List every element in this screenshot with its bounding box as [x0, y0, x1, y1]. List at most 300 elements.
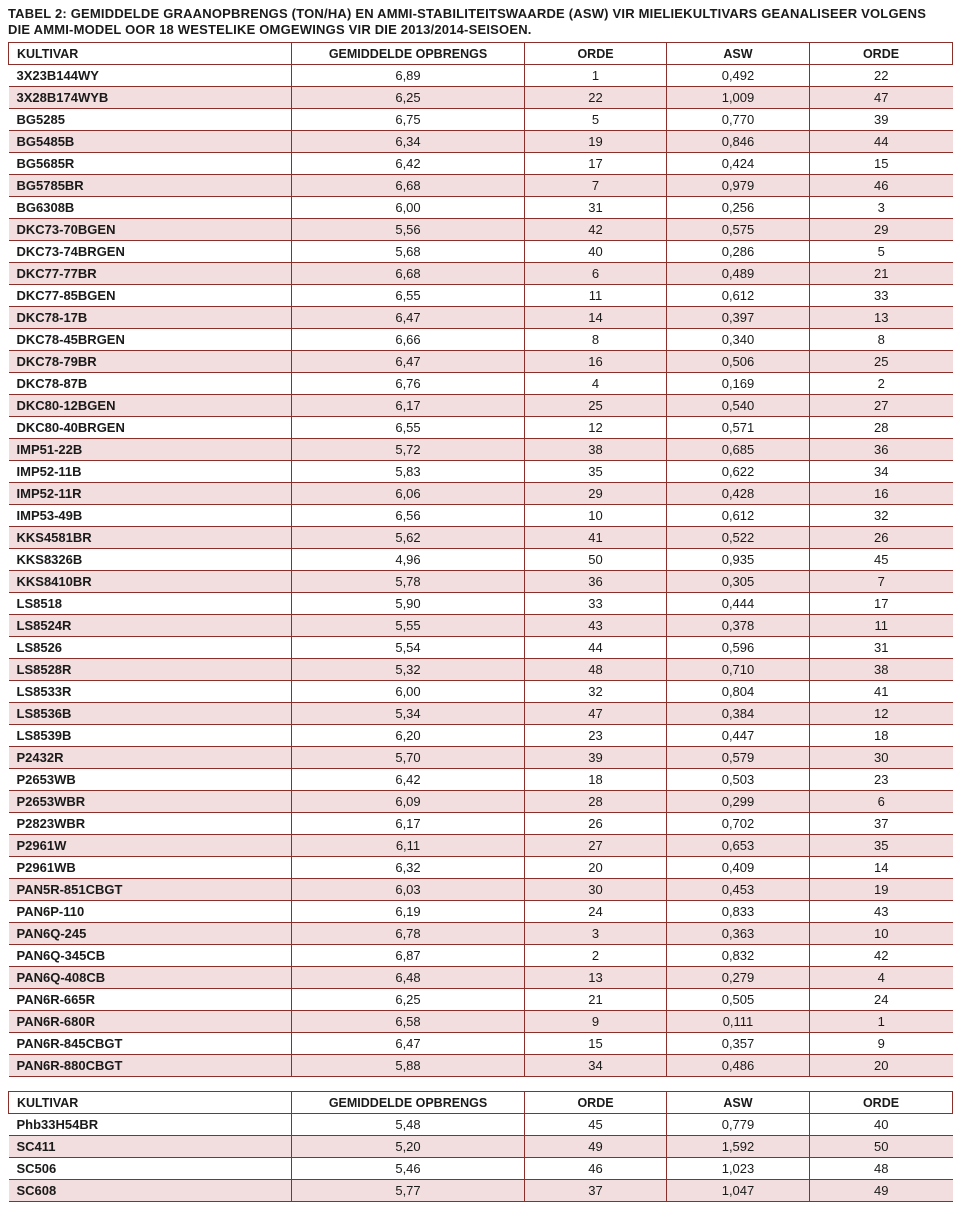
cell-gemiddelde-opbrengs: 6,87 [292, 945, 525, 967]
cell-orde-opbrengs: 30 [525, 879, 667, 901]
cell-orde-asw: 20 [810, 1055, 953, 1077]
cell-kultivar: PAN6Q-345CB [9, 945, 292, 967]
cell-asw: 0,489 [667, 263, 810, 285]
cell-asw: 0,770 [667, 109, 810, 131]
cell-orde-asw: 32 [810, 505, 953, 527]
cell-kultivar: BG6308B [9, 197, 292, 219]
cell-asw: 0,935 [667, 549, 810, 571]
cell-gemiddelde-opbrengs: 6,55 [292, 285, 525, 307]
cell-kultivar: PAN5R-851CBGT [9, 879, 292, 901]
cell-orde-asw: 24 [810, 989, 953, 1011]
table-body-secondary [9, 1114, 953, 1202]
table-row [9, 505, 953, 527]
cell-kultivar: BG5785BR [9, 175, 292, 197]
table-row [9, 197, 953, 219]
cell-gemiddelde-opbrengs: 6,17 [292, 813, 525, 835]
table-row [9, 1011, 953, 1033]
cell-orde-opbrengs: 41 [525, 527, 667, 549]
cell-orde-opbrengs: 39 [525, 747, 667, 769]
cell-gemiddelde-opbrengs: 6,42 [292, 153, 525, 175]
cell-asw: 1,009 [667, 87, 810, 109]
header-orde-asw: ORDE [810, 43, 953, 65]
cell-orde-opbrengs: 5 [525, 109, 667, 131]
table-row [9, 131, 953, 153]
table-row [9, 967, 953, 989]
cell-orde-asw: 31 [810, 637, 953, 659]
header-asw: ASW [667, 1092, 810, 1114]
table-row [9, 857, 953, 879]
cell-orde-asw: 30 [810, 747, 953, 769]
cell-kultivar: DKC78-45BRGEN [9, 329, 292, 351]
cell-asw: 0,685 [667, 439, 810, 461]
cell-orde-opbrengs: 9 [525, 1011, 667, 1033]
cell-orde-asw: 47 [810, 87, 953, 109]
cell-orde-opbrengs: 15 [525, 1033, 667, 1055]
cell-orde-asw: 46 [810, 175, 953, 197]
cell-kultivar: LS8539B [9, 725, 292, 747]
cell-kultivar: KKS8326B [9, 549, 292, 571]
cell-gemiddelde-opbrengs: 5,32 [292, 659, 525, 681]
cell-asw: 0,397 [667, 307, 810, 329]
cell-kultivar: BG5485B [9, 131, 292, 153]
cell-gemiddelde-opbrengs: 6,76 [292, 373, 525, 395]
cell-gemiddelde-opbrengs: 6,47 [292, 351, 525, 373]
cell-asw: 0,409 [667, 857, 810, 879]
cell-orde-opbrengs: 44 [525, 637, 667, 659]
cell-kultivar: PAN6R-680R [9, 1011, 292, 1033]
table-row [9, 1136, 953, 1158]
cell-kultivar: LS8533R [9, 681, 292, 703]
cell-orde-asw: 23 [810, 769, 953, 791]
cell-orde-opbrengs: 17 [525, 153, 667, 175]
cell-orde-asw: 12 [810, 703, 953, 725]
cell-orde-opbrengs: 40 [525, 241, 667, 263]
cell-orde-opbrengs: 19 [525, 131, 667, 153]
table-row [9, 109, 953, 131]
cell-orde-opbrengs: 38 [525, 439, 667, 461]
cell-asw: 0,540 [667, 395, 810, 417]
cell-gemiddelde-opbrengs: 5,54 [292, 637, 525, 659]
cell-gemiddelde-opbrengs: 5,20 [292, 1136, 525, 1158]
cell-orde-asw: 4 [810, 967, 953, 989]
table-row [9, 835, 953, 857]
cell-kultivar: PAN6Q-408CB [9, 967, 292, 989]
cell-asw: 0,622 [667, 461, 810, 483]
table-row [9, 549, 953, 571]
table-row [9, 901, 953, 923]
cell-asw: 0,653 [667, 835, 810, 857]
cell-orde-asw: 43 [810, 901, 953, 923]
cell-asw: 0,710 [667, 659, 810, 681]
cell-orde-opbrengs: 10 [525, 505, 667, 527]
cell-gemiddelde-opbrengs: 5,72 [292, 439, 525, 461]
cell-asw: 0,305 [667, 571, 810, 593]
cell-gemiddelde-opbrengs: 5,68 [292, 241, 525, 263]
cell-asw: 0,256 [667, 197, 810, 219]
cell-orde-asw: 13 [810, 307, 953, 329]
cell-kultivar: P2961WB [9, 857, 292, 879]
cell-orde-asw: 42 [810, 945, 953, 967]
cell-gemiddelde-opbrengs: 6,03 [292, 879, 525, 901]
cell-kultivar: P2961W [9, 835, 292, 857]
cell-orde-opbrengs: 34 [525, 1055, 667, 1077]
cell-orde-asw: 11 [810, 615, 953, 637]
table-row [9, 219, 953, 241]
cell-orde-asw: 48 [810, 1158, 953, 1180]
table-gap [8, 1077, 952, 1091]
cell-orde-asw: 38 [810, 659, 953, 681]
table-row [9, 1158, 953, 1180]
cell-gemiddelde-opbrengs: 5,70 [292, 747, 525, 769]
cell-asw: 0,486 [667, 1055, 810, 1077]
cell-gemiddelde-opbrengs: 6,00 [292, 681, 525, 703]
cell-kultivar: LS8536B [9, 703, 292, 725]
cell-orde-opbrengs: 48 [525, 659, 667, 681]
cell-asw: 0,579 [667, 747, 810, 769]
cell-orde-opbrengs: 32 [525, 681, 667, 703]
cell-orde-opbrengs: 3 [525, 923, 667, 945]
cell-orde-opbrengs: 47 [525, 703, 667, 725]
table-row [9, 659, 953, 681]
cell-orde-opbrengs: 26 [525, 813, 667, 835]
cell-kultivar: DKC77-77BR [9, 263, 292, 285]
cell-kultivar: P2432R [9, 747, 292, 769]
cell-orde-opbrengs: 24 [525, 901, 667, 923]
table-row [9, 593, 953, 615]
cell-orde-opbrengs: 14 [525, 307, 667, 329]
table-row [9, 813, 953, 835]
cell-orde-opbrengs: 49 [525, 1136, 667, 1158]
cell-asw: 0,832 [667, 945, 810, 967]
cell-gemiddelde-opbrengs: 6,89 [292, 65, 525, 87]
cell-kultivar: PAN6R-880CBGT [9, 1055, 292, 1077]
cell-gemiddelde-opbrengs: 6,68 [292, 263, 525, 285]
cell-gemiddelde-opbrengs: 6,48 [292, 967, 525, 989]
cell-orde-asw: 6 [810, 791, 953, 813]
cell-gemiddelde-opbrengs: 6,00 [292, 197, 525, 219]
cell-gemiddelde-opbrengs: 5,77 [292, 1180, 525, 1202]
cell-asw: 0,111 [667, 1011, 810, 1033]
cell-orde-opbrengs: 7 [525, 175, 667, 197]
cell-orde-asw: 5 [810, 241, 953, 263]
table-row [9, 329, 953, 351]
table-row [9, 439, 953, 461]
table-row [9, 1180, 953, 1202]
cell-asw: 1,023 [667, 1158, 810, 1180]
cell-asw: 0,424 [667, 153, 810, 175]
cell-asw: 0,702 [667, 813, 810, 835]
cell-orde-asw: 36 [810, 439, 953, 461]
cell-asw: 0,299 [667, 791, 810, 813]
cell-gemiddelde-opbrengs: 6,25 [292, 989, 525, 1011]
table-row [9, 769, 953, 791]
cell-kultivar: LS8526 [9, 637, 292, 659]
cell-kultivar: DKC77-85BGEN [9, 285, 292, 307]
cell-orde-asw: 44 [810, 131, 953, 153]
table-row [9, 153, 953, 175]
cell-orde-opbrengs: 22 [525, 87, 667, 109]
cell-orde-opbrengs: 12 [525, 417, 667, 439]
table-row [9, 307, 953, 329]
cell-asw: 0,505 [667, 989, 810, 1011]
cell-gemiddelde-opbrengs: 5,90 [292, 593, 525, 615]
cultivar-table-secondary [8, 1091, 953, 1202]
cell-orde-opbrengs: 2 [525, 945, 667, 967]
table-row [9, 703, 953, 725]
cell-asw: 0,503 [667, 769, 810, 791]
cell-asw: 1,592 [667, 1136, 810, 1158]
cell-asw: 0,384 [667, 703, 810, 725]
table-header [9, 43, 953, 65]
cell-kultivar: P2823WBR [9, 813, 292, 835]
cell-kultivar: IMP52-11R [9, 483, 292, 505]
cell-asw: 0,286 [667, 241, 810, 263]
table-row [9, 175, 953, 197]
cell-gemiddelde-opbrengs: 6,56 [292, 505, 525, 527]
cell-orde-asw: 39 [810, 109, 953, 131]
cell-orde-asw: 1 [810, 1011, 953, 1033]
cell-orde-opbrengs: 37 [525, 1180, 667, 1202]
cell-orde-opbrengs: 23 [525, 725, 667, 747]
cell-orde-asw: 29 [810, 219, 953, 241]
cell-asw: 0,804 [667, 681, 810, 703]
table-row [9, 945, 953, 967]
cell-kultivar: LS8524R [9, 615, 292, 637]
cell-gemiddelde-opbrengs: 5,78 [292, 571, 525, 593]
cell-kultivar: IMP53-49B [9, 505, 292, 527]
table-row [9, 285, 953, 307]
cell-gemiddelde-opbrengs: 5,62 [292, 527, 525, 549]
table-row [9, 483, 953, 505]
cell-asw: 0,279 [667, 967, 810, 989]
cell-kultivar: 3X23B144WY [9, 65, 292, 87]
cell-orde-asw: 21 [810, 263, 953, 285]
cell-asw: 0,453 [667, 879, 810, 901]
table-row [9, 527, 953, 549]
cell-orde-asw: 40 [810, 1114, 953, 1136]
table-row [9, 615, 953, 637]
cell-gemiddelde-opbrengs: 6,78 [292, 923, 525, 945]
cell-asw: 0,846 [667, 131, 810, 153]
cell-orde-asw: 7 [810, 571, 953, 593]
cell-orde-asw: 26 [810, 527, 953, 549]
table-row [9, 747, 953, 769]
header-asw: ASW [667, 43, 810, 65]
cell-kultivar: DKC78-17B [9, 307, 292, 329]
cell-orde-opbrengs: 33 [525, 593, 667, 615]
cell-gemiddelde-opbrengs: 6,66 [292, 329, 525, 351]
cell-asw: 0,596 [667, 637, 810, 659]
cell-asw: 0,357 [667, 1033, 810, 1055]
cell-kultivar: KKS8410BR [9, 571, 292, 593]
table-row [9, 351, 953, 373]
cell-orde-asw: 41 [810, 681, 953, 703]
cell-orde-opbrengs: 18 [525, 769, 667, 791]
cell-orde-opbrengs: 8 [525, 329, 667, 351]
table-row [9, 395, 953, 417]
cell-kultivar: SC608 [9, 1180, 292, 1202]
cell-kultivar: DKC78-87B [9, 373, 292, 395]
cell-gemiddelde-opbrengs: 5,34 [292, 703, 525, 725]
cell-orde-asw: 49 [810, 1180, 953, 1202]
cell-kultivar: P2653WBR [9, 791, 292, 813]
cultivar-table-main [8, 42, 953, 1077]
header-gemiddelde-opbrengs: GEMIDDELDE OPBRENGS [292, 1092, 525, 1114]
cell-kultivar: DKC73-70BGEN [9, 219, 292, 241]
cell-gemiddelde-opbrengs: 6,75 [292, 109, 525, 131]
cell-asw: 0,363 [667, 923, 810, 945]
cell-orde-opbrengs: 6 [525, 263, 667, 285]
cell-gemiddelde-opbrengs: 6,47 [292, 1033, 525, 1055]
cell-orde-asw: 25 [810, 351, 953, 373]
cell-orde-asw: 9 [810, 1033, 953, 1055]
cell-orde-opbrengs: 4 [525, 373, 667, 395]
cell-gemiddelde-opbrengs: 6,06 [292, 483, 525, 505]
cell-orde-asw: 34 [810, 461, 953, 483]
table-row [9, 1114, 953, 1136]
cell-orde-asw: 27 [810, 395, 953, 417]
cell-orde-opbrengs: 27 [525, 835, 667, 857]
cell-kultivar: IMP51-22B [9, 439, 292, 461]
cell-kultivar: DKC78-79BR [9, 351, 292, 373]
cell-orde-opbrengs: 11 [525, 285, 667, 307]
cell-orde-asw: 35 [810, 835, 953, 857]
cell-orde-opbrengs: 42 [525, 219, 667, 241]
cell-orde-asw: 50 [810, 1136, 953, 1158]
cell-kultivar: PAN6Q-245 [9, 923, 292, 945]
cell-asw: 0,979 [667, 175, 810, 197]
cell-orde-opbrengs: 16 [525, 351, 667, 373]
cell-orde-opbrengs: 35 [525, 461, 667, 483]
header-row [9, 1092, 953, 1114]
header-row [9, 43, 953, 65]
table-row [9, 725, 953, 747]
table-row [9, 241, 953, 263]
cell-kultivar: SC506 [9, 1158, 292, 1180]
table-body-main [9, 65, 953, 1077]
cell-orde-asw: 14 [810, 857, 953, 879]
cell-gemiddelde-opbrengs: 5,83 [292, 461, 525, 483]
table-row [9, 637, 953, 659]
cell-asw: 0,522 [667, 527, 810, 549]
table-row [9, 417, 953, 439]
table-row [9, 263, 953, 285]
table-row [9, 989, 953, 1011]
cell-orde-opbrengs: 1 [525, 65, 667, 87]
cell-kultivar: PAN6R-845CBGT [9, 1033, 292, 1055]
cell-gemiddelde-opbrengs: 6,34 [292, 131, 525, 153]
cell-gemiddelde-opbrengs: 5,55 [292, 615, 525, 637]
cell-asw: 0,428 [667, 483, 810, 505]
table-row [9, 461, 953, 483]
cell-asw: 0,492 [667, 65, 810, 87]
table-row [9, 571, 953, 593]
cell-gemiddelde-opbrengs: 6,11 [292, 835, 525, 857]
cell-orde-opbrengs: 36 [525, 571, 667, 593]
cell-gemiddelde-opbrengs: 4,96 [292, 549, 525, 571]
cell-gemiddelde-opbrengs: 5,56 [292, 219, 525, 241]
cell-orde-opbrengs: 45 [525, 1114, 667, 1136]
cell-gemiddelde-opbrengs: 6,55 [292, 417, 525, 439]
cell-kultivar: KKS4581BR [9, 527, 292, 549]
cell-orde-asw: 8 [810, 329, 953, 351]
header-kultivar: KULTIVAR [9, 43, 292, 65]
cell-orde-asw: 45 [810, 549, 953, 571]
cell-asw: 0,571 [667, 417, 810, 439]
cell-asw: 0,575 [667, 219, 810, 241]
header-kultivar: KULTIVAR [9, 1092, 292, 1114]
cell-kultivar: BG5285 [9, 109, 292, 131]
cell-kultivar: SC411 [9, 1136, 292, 1158]
cell-orde-asw: 18 [810, 725, 953, 747]
cell-kultivar: DKC80-12BGEN [9, 395, 292, 417]
cell-kultivar: DKC73-74BRGEN [9, 241, 292, 263]
cell-orde-opbrengs: 20 [525, 857, 667, 879]
cell-gemiddelde-opbrengs: 6,47 [292, 307, 525, 329]
cell-orde-asw: 16 [810, 483, 953, 505]
cell-kultivar: BG5685R [9, 153, 292, 175]
cell-orde-asw: 33 [810, 285, 953, 307]
table-row [9, 681, 953, 703]
cell-asw: 0,833 [667, 901, 810, 923]
header-orde-opbrengs: ORDE [525, 1092, 667, 1114]
cell-kultivar: LS8528R [9, 659, 292, 681]
cell-orde-asw: 2 [810, 373, 953, 395]
cell-gemiddelde-opbrengs: 6,42 [292, 769, 525, 791]
table-row [9, 87, 953, 109]
cell-kultivar: IMP52-11B [9, 461, 292, 483]
table-row [9, 1055, 953, 1077]
cell-orde-asw: 17 [810, 593, 953, 615]
table-caption: TABEL 2: GEMIDDELDE GRAANOPBRENGS (TON/HA) EN AMMI-STABILITEITSWAARDE (ASW) VIR MIELIEKULTIVARS GEANALISEER VOLGENS DIE AMMI-MODEL OOR 18 WESTELIKE OMGEWINGS VIR DIE 2013/2014-SEISOEN. [8, 6, 927, 37]
cell-orde-opbrengs: 21 [525, 989, 667, 1011]
cell-asw: 1,047 [667, 1180, 810, 1202]
cell-orde-asw: 28 [810, 417, 953, 439]
cell-orde-opbrengs: 50 [525, 549, 667, 571]
header-orde-asw: ORDE [810, 1092, 953, 1114]
cell-asw: 0,612 [667, 285, 810, 307]
cell-kultivar: P2653WB [9, 769, 292, 791]
table-row [9, 373, 953, 395]
cell-orde-opbrengs: 28 [525, 791, 667, 813]
cell-gemiddelde-opbrengs: 6,09 [292, 791, 525, 813]
cell-gemiddelde-opbrengs: 6,19 [292, 901, 525, 923]
cell-gemiddelde-opbrengs: 5,46 [292, 1158, 525, 1180]
cell-asw: 0,779 [667, 1114, 810, 1136]
cell-orde-opbrengs: 13 [525, 967, 667, 989]
table-header [9, 1092, 953, 1114]
table-row [9, 1033, 953, 1055]
cell-asw: 0,447 [667, 725, 810, 747]
cell-orde-asw: 15 [810, 153, 953, 175]
cell-orde-opbrengs: 29 [525, 483, 667, 505]
cell-orde-opbrengs: 43 [525, 615, 667, 637]
cell-gemiddelde-opbrengs: 6,32 [292, 857, 525, 879]
table-row [9, 879, 953, 901]
cell-gemiddelde-opbrengs: 5,48 [292, 1114, 525, 1136]
cell-asw: 0,612 [667, 505, 810, 527]
cell-orde-asw: 37 [810, 813, 953, 835]
cell-gemiddelde-opbrengs: 5,88 [292, 1055, 525, 1077]
cell-kultivar: PAN6P-110 [9, 901, 292, 923]
cell-kultivar: PAN6R-665R [9, 989, 292, 1011]
cell-gemiddelde-opbrengs: 6,25 [292, 87, 525, 109]
table-row [9, 791, 953, 813]
header-gemiddelde-opbrengs: GEMIDDELDE OPBRENGS [292, 43, 525, 65]
cell-gemiddelde-opbrengs: 6,20 [292, 725, 525, 747]
cell-kultivar: 3X28B174WYB [9, 87, 292, 109]
cell-asw: 0,340 [667, 329, 810, 351]
